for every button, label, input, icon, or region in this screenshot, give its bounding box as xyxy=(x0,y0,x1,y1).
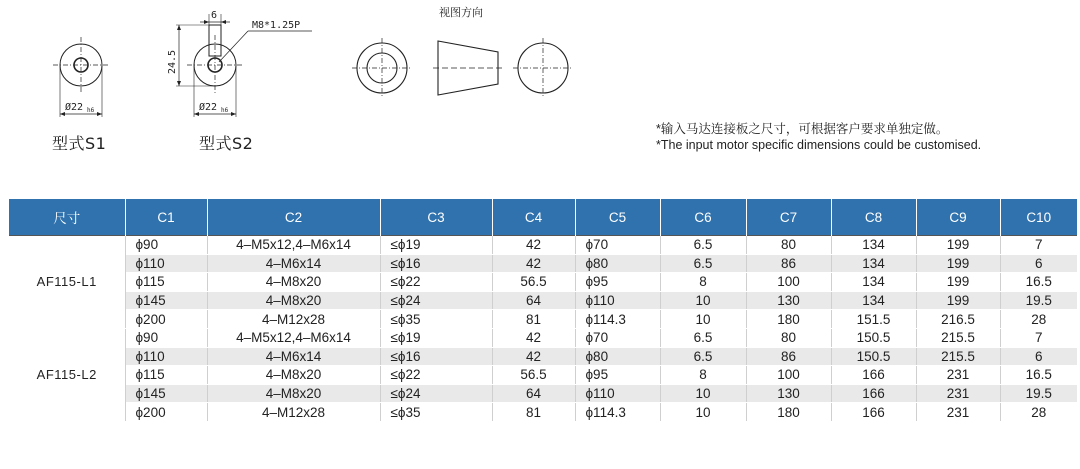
table-cell-c10: 28 xyxy=(1000,310,1077,329)
table-cell-c5: ϕ70 xyxy=(575,328,660,347)
column-header-c8: C8 xyxy=(831,199,916,236)
table-cell-c3: ≤ϕ35 xyxy=(380,403,492,422)
table-cell-c3: ≤ϕ22 xyxy=(380,273,492,292)
model-cell: AF115-L1 xyxy=(9,236,125,329)
table-cell-c7: 180 xyxy=(746,403,831,422)
table-cell-c3: ≤ϕ22 xyxy=(380,366,492,385)
table-cell-c1: ϕ110 xyxy=(125,254,207,273)
table-cell-c3: ≤ϕ24 xyxy=(380,291,492,310)
table-cell-c3: ≤ϕ16 xyxy=(380,347,492,366)
table-header-row xyxy=(9,199,1077,236)
table-cell-c2: 4–M5x12,4–M6x14 xyxy=(207,328,380,347)
table-cell-c8: 151.5 xyxy=(831,310,916,329)
table-cell-c5: ϕ110 xyxy=(575,384,660,403)
table-cell-c8: 166 xyxy=(831,366,916,385)
table-cell-c5: ϕ80 xyxy=(575,347,660,366)
table-cell-c7: 130 xyxy=(746,291,831,310)
column-header-c3: C3 xyxy=(380,199,492,236)
table-cell-c9: 231 xyxy=(916,366,1000,385)
column-header-size: 尺寸 xyxy=(9,199,125,236)
table-cell-c2: 4–M6x14 xyxy=(207,254,380,273)
table-cell-c8: 150.5 xyxy=(831,347,916,366)
dim-height: 24.5 xyxy=(167,49,178,75)
table-row xyxy=(9,328,1077,347)
view-rear-drawing xyxy=(513,38,573,98)
dim-thread: M8*1.25P xyxy=(252,20,301,31)
table-cell-c4: 56.5 xyxy=(492,366,575,385)
table-cell-c1: ϕ115 xyxy=(125,273,207,292)
column-header-c7: C7 xyxy=(746,199,831,236)
view-front-drawing xyxy=(352,38,412,98)
table-cell-c8: 150.5 xyxy=(831,328,916,347)
table-cell-c1: ϕ145 xyxy=(125,291,207,310)
column-header-c6: C6 xyxy=(660,199,746,236)
table-row xyxy=(9,384,1077,403)
table-cell-c6: 6.5 xyxy=(660,347,746,366)
column-header-c4: C4 xyxy=(492,199,575,236)
type-s2-label: 型式S2 xyxy=(199,134,254,153)
table-cell-c8: 134 xyxy=(831,273,916,292)
table-row xyxy=(9,273,1077,292)
model-group-af115-l1 xyxy=(9,236,1077,329)
table-cell-c4: 56.5 xyxy=(492,273,575,292)
table-cell-c1: ϕ200 xyxy=(125,403,207,422)
column-header-c2: C2 xyxy=(207,199,380,236)
table-cell-c6: 10 xyxy=(660,403,746,422)
table-cell-c9: 231 xyxy=(916,384,1000,403)
table-cell-c10: 19.5 xyxy=(1000,291,1077,310)
table-cell-c9: 215.5 xyxy=(916,347,1000,366)
table-cell-c5: ϕ80 xyxy=(575,254,660,273)
table-cell-c6: 6.5 xyxy=(660,236,746,255)
note-english: *The input motor specific dimensions could be customised. xyxy=(656,138,982,152)
table-cell-c2: 4–M12x28 xyxy=(207,403,380,422)
customisation-note xyxy=(656,121,981,153)
table-cell-c8: 134 xyxy=(831,254,916,273)
table-cell-c4: 64 xyxy=(492,291,575,310)
table-cell-c9: 199 xyxy=(916,273,1000,292)
table-cell-c1: ϕ90 xyxy=(125,236,207,255)
technical-drawings xyxy=(0,0,1080,200)
table-cell-c6: 6.5 xyxy=(660,328,746,347)
table-cell-c1: ϕ90 xyxy=(125,328,207,347)
type-s1-label: 型式S1 xyxy=(52,134,107,153)
table-cell-c9: 199 xyxy=(916,236,1000,255)
table-cell-c7: 130 xyxy=(746,384,831,403)
table-cell-c2: 4–M8x20 xyxy=(207,273,380,292)
table-cell-c6: 10 xyxy=(660,384,746,403)
table-cell-c10: 7 xyxy=(1000,236,1077,255)
table-cell-c5: ϕ70 xyxy=(575,236,660,255)
table-cell-c7: 100 xyxy=(746,273,831,292)
table-row xyxy=(9,236,1077,255)
table-cell-c10: 16.5 xyxy=(1000,366,1077,385)
table-cell-c7: 86 xyxy=(746,254,831,273)
table-row xyxy=(9,403,1077,422)
table-cell-c2: 4–M8x20 xyxy=(207,291,380,310)
table-cell-c1: ϕ115 xyxy=(125,366,207,385)
table-cell-c4: 42 xyxy=(492,254,575,273)
dim-diameter-s2: Ø22 xyxy=(199,102,218,113)
table-cell-c10: 6 xyxy=(1000,347,1077,366)
table-cell-c4: 81 xyxy=(492,403,575,422)
table-row xyxy=(9,310,1077,329)
table-cell-c10: 7 xyxy=(1000,328,1077,347)
table-cell-c2: 4–M5x12,4–M6x14 xyxy=(207,236,380,255)
table-cell-c3: ≤ϕ35 xyxy=(380,310,492,329)
table-cell-c9: 199 xyxy=(916,254,1000,273)
table-cell-c2: 4–M8x20 xyxy=(207,384,380,403)
table-cell-c6: 8 xyxy=(660,366,746,385)
table-cell-c6: 10 xyxy=(660,291,746,310)
model-group-af115-l2 xyxy=(9,328,1077,421)
table-cell-c4: 42 xyxy=(492,347,575,366)
table-cell-c6: 6.5 xyxy=(660,254,746,273)
table-cell-c10: 16.5 xyxy=(1000,273,1077,292)
table-cell-c3: ≤ϕ24 xyxy=(380,384,492,403)
table-cell-c5: ϕ95 xyxy=(575,273,660,292)
table-cell-c8: 134 xyxy=(831,291,916,310)
note-chinese: *输入马达连接板之尺寸，可根据客户要求单独定做。 xyxy=(656,122,949,136)
table-row xyxy=(9,366,1077,385)
table-cell-c8: 134 xyxy=(831,236,916,255)
dim-key-width: 6 xyxy=(211,10,218,21)
table-cell-c4: 42 xyxy=(492,328,575,347)
table-cell-c2: 4–M8x20 xyxy=(207,366,380,385)
table-row xyxy=(9,291,1077,310)
table-cell-c4: 81 xyxy=(492,310,575,329)
dim-tolerance-s1: h6 xyxy=(87,107,95,114)
table-cell-c9: 199 xyxy=(916,291,1000,310)
table-cell-c4: 64 xyxy=(492,384,575,403)
table-cell-c9: 215.5 xyxy=(916,328,1000,347)
table-cell-c5: ϕ114.3 xyxy=(575,403,660,422)
table-cell-c5: ϕ110 xyxy=(575,291,660,310)
dim-diameter-s1: Ø22 xyxy=(65,102,84,113)
table-cell-c8: 166 xyxy=(831,403,916,422)
table-cell-c7: 100 xyxy=(746,366,831,385)
dimension-table xyxy=(9,199,1077,422)
table-cell-c2: 4–M6x14 xyxy=(207,347,380,366)
table-cell-c7: 80 xyxy=(746,328,831,347)
dim-tolerance-s2: h6 xyxy=(221,107,229,114)
column-header-c10: C10 xyxy=(1000,199,1077,236)
table-cell-c10: 28 xyxy=(1000,403,1077,422)
table-cell-c2: 4–M12x28 xyxy=(207,310,380,329)
table-cell-c9: 216.5 xyxy=(916,310,1000,329)
table-cell-c7: 86 xyxy=(746,347,831,366)
table-cell-c6: 10 xyxy=(660,310,746,329)
table-cell-c5: ϕ114.3 xyxy=(575,310,660,329)
table-cell-c3: ≤ϕ19 xyxy=(380,236,492,255)
table-cell-c10: 19.5 xyxy=(1000,384,1077,403)
table-cell-c7: 80 xyxy=(746,236,831,255)
table-cell-c8: 166 xyxy=(831,384,916,403)
table-row xyxy=(9,254,1077,273)
column-header-c9: C9 xyxy=(916,199,1000,236)
view-direction-label: 视图方向 xyxy=(439,6,483,19)
table-cell-c3: ≤ϕ19 xyxy=(380,328,492,347)
column-header-c1: C1 xyxy=(125,199,207,236)
table-cell-c10: 6 xyxy=(1000,254,1077,273)
table-cell-c5: ϕ95 xyxy=(575,366,660,385)
table-cell-c1: ϕ145 xyxy=(125,384,207,403)
view-side-drawing xyxy=(433,41,503,95)
table-cell-c1: ϕ200 xyxy=(125,310,207,329)
table-cell-c6: 8 xyxy=(660,273,746,292)
table-cell-c4: 42 xyxy=(492,236,575,255)
table-cell-c3: ≤ϕ16 xyxy=(380,254,492,273)
model-cell: AF115-L2 xyxy=(9,328,125,421)
table-cell-c1: ϕ110 xyxy=(125,347,207,366)
table-row xyxy=(9,347,1077,366)
table-cell-c7: 180 xyxy=(746,310,831,329)
column-header-c5: C5 xyxy=(575,199,660,236)
table-cell-c9: 231 xyxy=(916,403,1000,422)
